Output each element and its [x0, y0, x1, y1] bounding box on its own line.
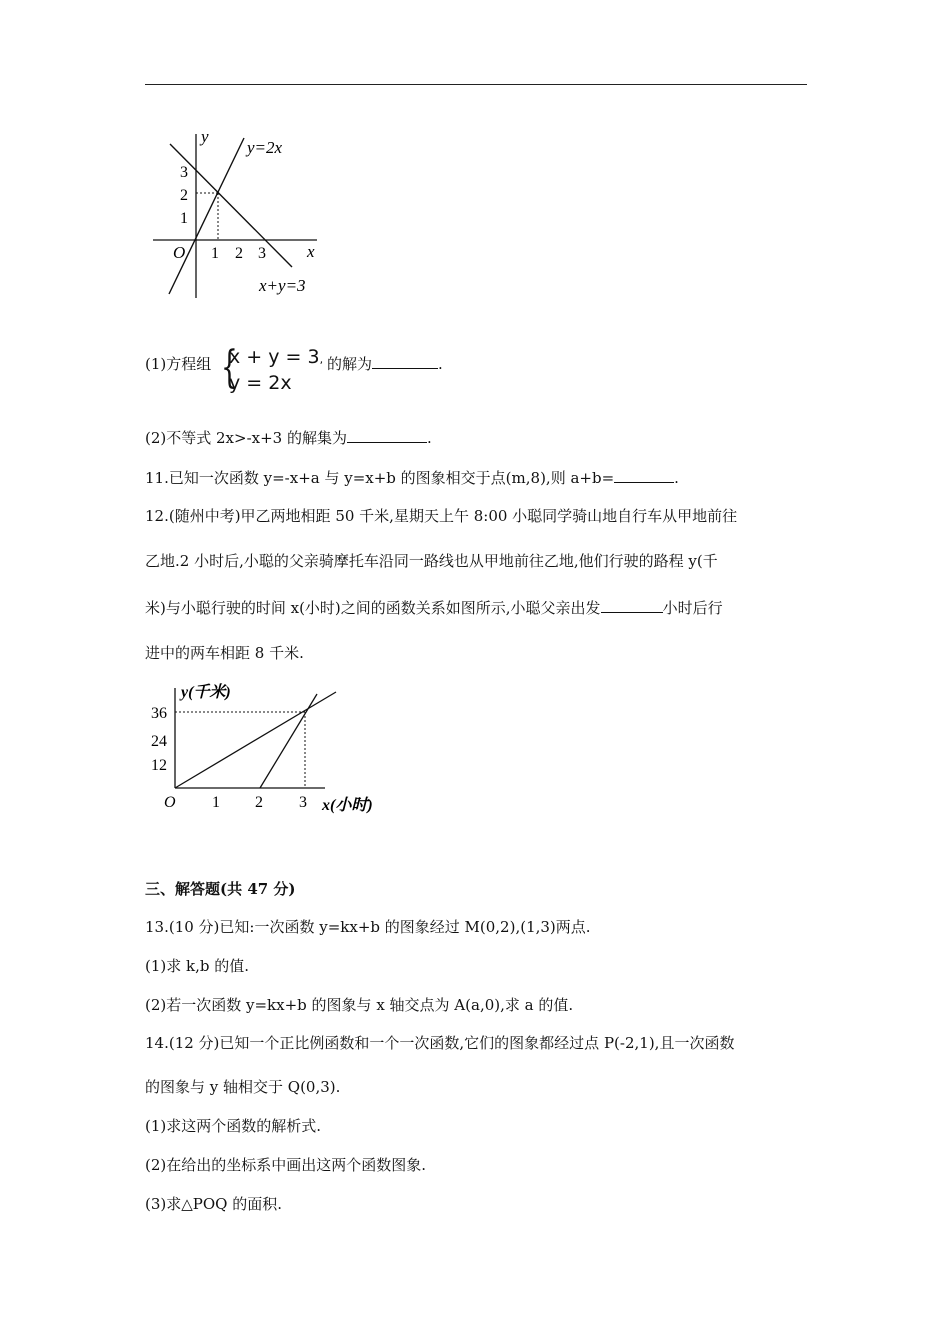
graph-linear-intersection	[145, 120, 345, 305]
q12-blank[interactable]	[601, 598, 663, 613]
y-tick-24: 24	[151, 733, 167, 750]
q10-part1	[145, 344, 465, 396]
equation-2: y = 2x	[229, 372, 292, 394]
y-tick-2: 2	[180, 187, 188, 204]
q12-line3: 米)与小聪行驶的时间 x(小时)之间的函数关系如图所示,小聪父亲出发 小时后行	[145, 599, 723, 617]
line-y-2x-label: y=2x	[247, 138, 283, 157]
q11: 11.已知一次函数 y=-x+a 与 y=x+b 的图象相交于点(m,8),则 a+b= .	[145, 469, 679, 487]
x-tick-1: 1	[211, 245, 219, 262]
y-tick-1: 1	[180, 210, 188, 227]
origin-label: O	[173, 243, 186, 262]
y-tick-3: 3	[180, 164, 188, 181]
header-rule	[145, 84, 807, 85]
y-tick-36: 36	[151, 705, 167, 722]
x-tick-3: 3	[258, 245, 266, 262]
q13-part2: (2)若一次函数 y=kx+b 的图象与 x 轴交点为 A(a,0),求 a 的值.	[145, 996, 574, 1014]
equation-1: x + y = 3,	[229, 346, 324, 368]
q12-line1: 12.(随州中考)甲乙两地相距 50 千米,星期天上午 8:00 小聪同学骑山地自行车从甲地前往	[145, 507, 738, 525]
y-axis-label: y(千米)	[181, 684, 231, 701]
q10-part1-suffix: 的解为 .	[327, 355, 443, 373]
line-xiaocong	[175, 692, 336, 788]
x-axis-label: x(小时)	[322, 797, 373, 814]
graph-distance-time	[145, 676, 390, 821]
q13-stem: 13.(10 分)已知:一次函数 y=kx+b 的图象经过 M(0,2),(1,3)两点.	[145, 918, 591, 936]
x-axis-label: x	[307, 242, 315, 261]
y-axis-label: y	[201, 127, 209, 146]
x-tick-1: 1	[212, 794, 220, 811]
q12-line2: 乙地.2 小时后,小聪的父亲骑摩托车沿同一路线也从甲地前往乙地,他们行驶的路程 y(千	[145, 552, 718, 570]
line-father	[260, 694, 317, 788]
line-x-plus-y-3-label: x+y=3	[259, 276, 306, 295]
q10-part1-blank[interactable]	[372, 354, 438, 369]
x-tick-2: 2	[255, 794, 263, 811]
q14-part2: (2)在给出的坐标系中画出这两个函数图象.	[145, 1156, 427, 1174]
q14-stem1: 14.(12 分)已知一个正比例函数和一个一次函数,它们的图象都经过点 P(-2,1),且一次函数	[145, 1034, 735, 1052]
equation-system-brace: {	[221, 342, 238, 393]
q14-part1: (1)求这两个函数的解析式.	[145, 1117, 322, 1135]
section3-title: 三、解答题(共 47 分)	[145, 880, 296, 898]
q14-part3: (3)求△POQ 的面积.	[145, 1195, 283, 1213]
q10-part2-blank[interactable]	[347, 428, 427, 443]
q14-stem2: 的图象与 y 轴相交于 Q(0,3).	[145, 1078, 341, 1096]
q10-part2: (2)不等式 2x>-x+3 的解集为 .	[145, 429, 432, 447]
q11-blank[interactable]	[614, 468, 674, 483]
origin-label: O	[164, 794, 176, 811]
line-x-plus-y-3	[170, 144, 292, 267]
q13-part1: (1)求 k,b 的值.	[145, 957, 250, 975]
q10-part1-prefix: (1)方程组	[145, 355, 212, 373]
x-tick-3: 3	[299, 794, 307, 811]
y-tick-12: 12	[151, 757, 167, 774]
x-tick-2: 2	[235, 245, 243, 262]
q12-line4: 进中的两车相距 8 千米.	[145, 644, 304, 662]
